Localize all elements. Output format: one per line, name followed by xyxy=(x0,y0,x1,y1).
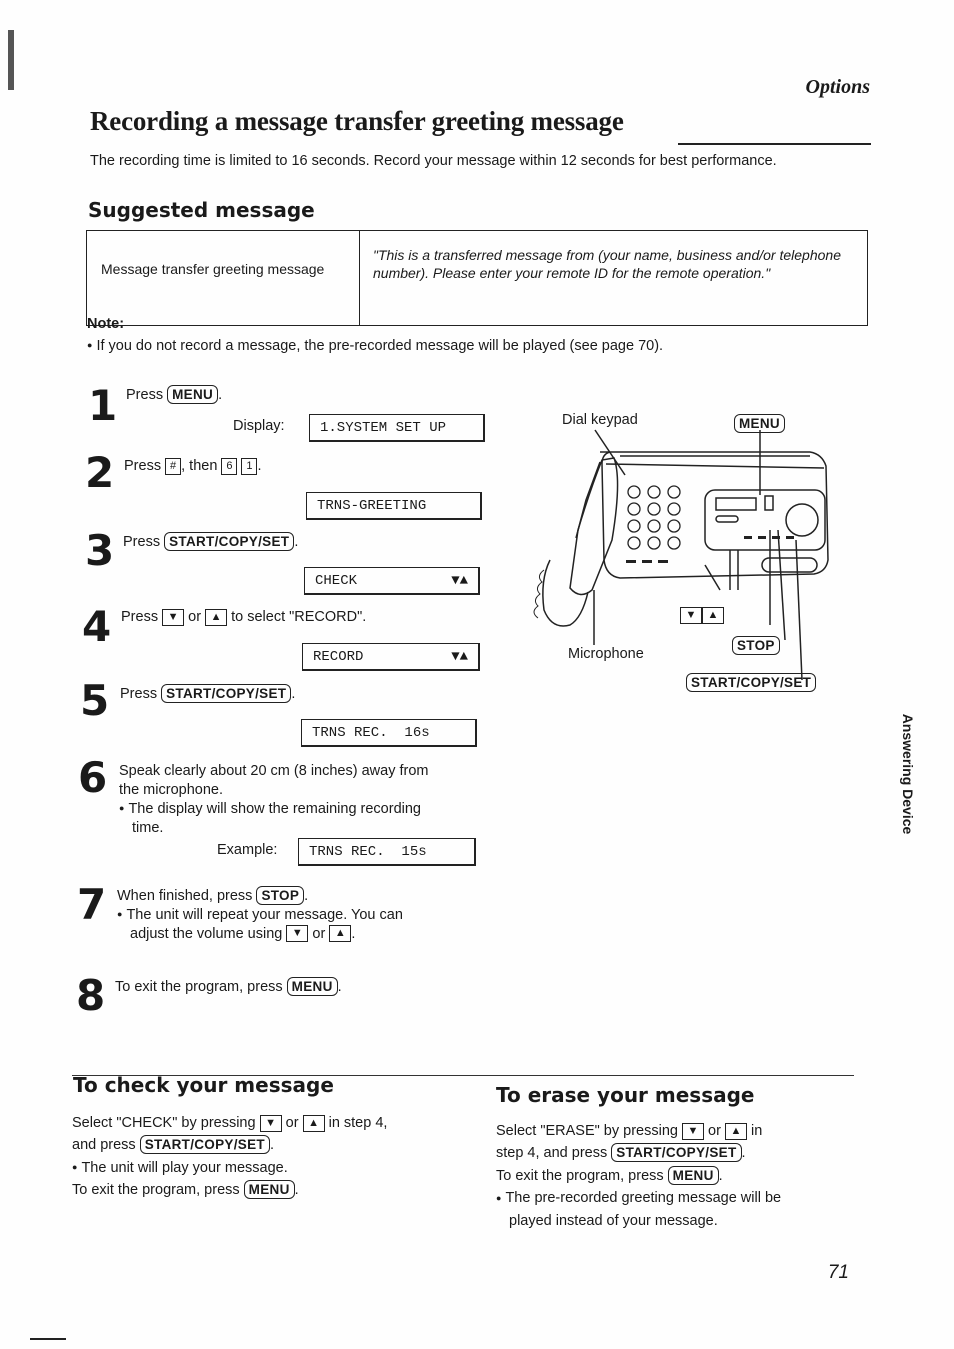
menu-key-icon: MENU xyxy=(668,1166,719,1185)
step-2-text: Press # , then 6 1 . xyxy=(124,458,262,474)
start-copy-set-key-icon: START/COPY/SET xyxy=(164,532,294,551)
arrow-keys-callout xyxy=(680,607,724,625)
step-5-text: Press START/COPY/SET . xyxy=(120,686,296,702)
one-key-icon: 1 xyxy=(241,458,257,475)
lcd-display: 1.SYSTEM SET UP xyxy=(309,414,485,442)
step-number: 7 xyxy=(77,880,107,929)
step-8-text: To exit the program, press MENU . xyxy=(115,979,342,995)
start-copy-set-key-icon: START/COPY/SET xyxy=(161,684,291,703)
step-4-text: Press ▼ or ▲ to select "RECORD". xyxy=(121,609,367,625)
down-arrow-key-icon: ▼ xyxy=(682,1123,704,1140)
stop-callout xyxy=(732,636,780,655)
title-rule xyxy=(678,143,871,145)
lcd-display: TRNS REC. 15s xyxy=(298,838,476,866)
section-header: Options xyxy=(805,76,870,98)
scan-bottom-mark xyxy=(30,1338,66,1340)
microphone-label: Microphone xyxy=(568,646,644,662)
stop-key-icon: STOP xyxy=(732,636,780,655)
up-arrow-key-icon: ▲ xyxy=(702,607,724,624)
step-number: 1 xyxy=(88,381,118,430)
lcd-display: TRNS REC. 16s xyxy=(301,719,477,747)
scan-corner-mark xyxy=(8,30,14,90)
dial-keypad-label: Dial keypad xyxy=(562,412,638,428)
six-key-icon: 6 xyxy=(221,458,237,475)
step-number: 8 xyxy=(76,971,106,1020)
lcd-display: CHECK ▼▲ xyxy=(304,567,480,595)
page-number: 71 xyxy=(827,1262,849,1283)
start-copy-set-key-icon: START/COPY/SET xyxy=(611,1143,741,1162)
up-arrow-key-icon: ▲ xyxy=(725,1123,747,1140)
note-text: ● If you do not record a message, the pre-recorded message will be played (see page 70). xyxy=(87,337,663,356)
side-tab-label: Answering Device xyxy=(900,713,916,835)
hash-key-icon: # xyxy=(165,458,181,475)
side-tab xyxy=(898,702,918,847)
erase-heading: To erase your message xyxy=(496,1083,755,1107)
menu-key-icon: MENU xyxy=(734,414,785,433)
start-copy-set-key-icon: START/COPY/SET xyxy=(686,673,816,692)
up-arrow-key-icon: ▲ xyxy=(303,1115,325,1132)
display-label: Display: xyxy=(233,418,285,434)
erase-body: Select "ERASE" by pressing ▼ or ▲ in step 4, and press START/COPY/SET . To exit the program, press MENU . ● The pre-recorded greeting message will be played instead of your message. xyxy=(496,1120,781,1232)
stop-key-icon: STOP xyxy=(256,886,304,905)
start-callout xyxy=(686,673,816,692)
start-copy-set-key-icon: START/COPY/SET xyxy=(140,1135,270,1154)
suggested-message-table xyxy=(86,230,868,326)
step-1-text: Press MENU . xyxy=(126,387,223,403)
step-7-text: When finished, press STOP . ● The unit will repeat your message. You can adjust the volume using ▼ or ▲ . xyxy=(117,886,403,944)
suggested-text: "This is a transferred message from (your name, business and/or telephone number). Please enter your remote ID for the remote operation." xyxy=(373,247,841,281)
step-number: 3 xyxy=(85,526,115,575)
note-label: Note: xyxy=(87,316,125,332)
menu-key-icon: MENU xyxy=(287,977,338,996)
step-number: 6 xyxy=(78,753,108,802)
intro-text: The recording time is limited to 16 seconds. Record your message within 12 seconds for best performance. xyxy=(90,153,777,169)
menu-key-icon: MENU xyxy=(244,1180,295,1199)
check-body: Select "CHECK" by pressing ▼ or ▲ in step 4, and press START/COPY/SET . ● The unit will play your message. To exit the program, press MENU . xyxy=(72,1112,387,1202)
suggested-label: Message transfer greeting message xyxy=(101,261,325,277)
menu-key-icon: MENU xyxy=(167,385,218,404)
page-title: Recording a message transfer greeting message xyxy=(90,106,624,136)
lcd-display: RECORD ▼▲ xyxy=(302,643,480,671)
step-number: 4 xyxy=(82,602,112,651)
check-heading: To check your message xyxy=(73,1073,334,1097)
up-arrow-key-icon: ▲ xyxy=(329,925,351,942)
down-arrow-key-icon: ▼ xyxy=(162,609,184,626)
suggested-heading: Suggested message xyxy=(88,198,315,222)
step-3-text: Press START/COPY/SET . xyxy=(123,534,299,550)
step-number: 5 xyxy=(80,676,110,725)
lcd-display: TRNS-GREETING xyxy=(306,492,482,520)
down-arrow-key-icon: ▼ xyxy=(286,925,308,942)
down-arrow-key-icon: ▼ xyxy=(260,1115,282,1132)
step-6-text: Speak clearly about 20 cm (8 inches) away from the microphone. ● The display will show the remaining recording time. xyxy=(119,762,428,837)
example-label: Example: xyxy=(217,842,278,858)
up-arrow-key-icon: ▲ xyxy=(205,609,227,626)
down-arrow-key-icon: ▼ xyxy=(680,607,702,624)
step-number: 2 xyxy=(85,448,115,497)
